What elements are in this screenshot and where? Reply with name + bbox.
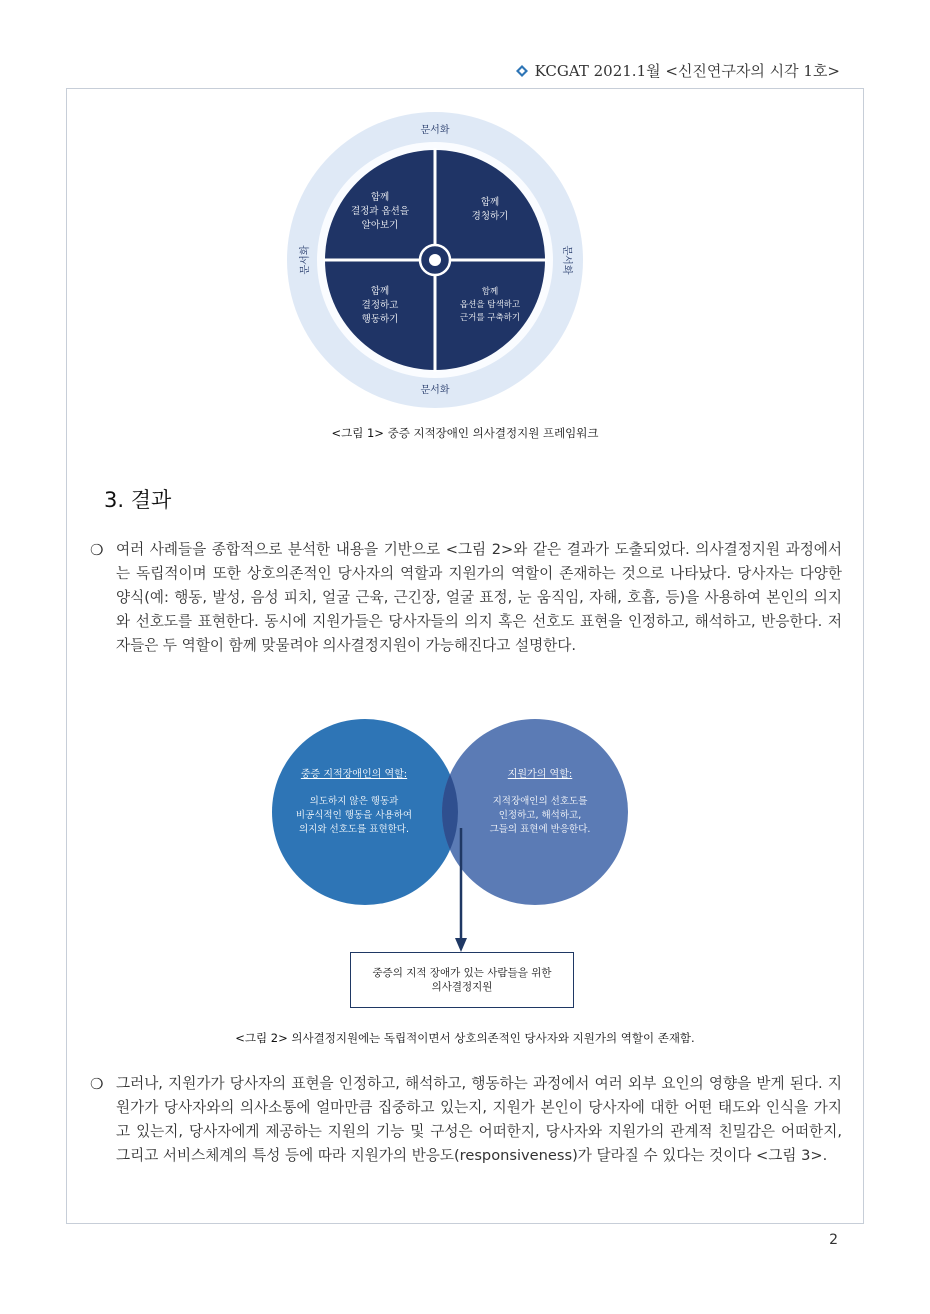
party-role-line2: 비공식적인 행동을 사용하여 [295,810,413,821]
quadrant-tl-line1: 함께 [370,192,390,203]
header-text: KCGAT 2021.1월 <신진연구자의 시각 1호> [534,62,840,80]
figure2-caption: <그림 2> 의사결정지원에는 독립적이면서 상호의존적인 당사자와 지원가의 역할이 존재함. [235,1031,695,1045]
party-role-line1: 의도하지 않은 행동과 [309,796,399,807]
page-number: 2 [829,1232,838,1248]
party-role-title: 중증 지적장애인의 역할: [300,769,408,780]
box-line1: 중증의 지적 장애가 있는 사람들을 위한 [372,967,552,979]
box-line2: 의사결정지원 [431,981,493,993]
page-header [515,60,840,81]
quadrant-br-line3: 근거를 구축하기 [459,313,521,323]
paragraph-1 [90,538,842,658]
top-label: 문서화 [420,125,450,136]
bullet-icon: ❍ [90,541,104,559]
supporter-role-line2: 인정하고, 해석하고, [498,810,582,821]
paragraph-2-text: 그러나, 지원가가 당사자의 표현을 인정하고, 해석하고, 행동하는 과정에서 여러 외부 요인의 영향을 받게 된다. 지원가가 당사자와의 의사소통에 얼마만큼 집중하고 있는지, 지원가 본인이 당사자에 대한 어떤 태도와 인식을 가지고 있는지, 당사자에게 제공하는 지원의 기능 및 구성은 어떠한지, 당사자와 지원가의 관계적 친밀감은 어떠한지, 그리고 서비스체계의 특성 등에 따라 지원가의 반응도(responsiveness)가 달라질 수 있다는 것이다 <그림 3>. [116,1075,842,1164]
quadrant-tl-line2: 결정과 옵션을 [350,206,410,217]
supporter-role-line1: 지적장애인의 선호도를 [492,796,588,807]
section-title: 3. 결과 [104,488,172,512]
quadrant-tr-line2: 경청하기 [471,211,509,222]
paragraph-1-text: 여러 사례들을 종합적으로 분석한 내용을 기반으로 <그림 2>와 같은 결과가 도출되었다. 의사결정지원 과정에서는 독립적이며 또한 상호의존적인 당사자의 역할과 지원가의 역할이 존재하는 것으로 나타났다. 당사자는 다양한 양식(예: 행동, 발성, 음성 피치, 얼굴 근육, 근긴장, 얼굴 표정, 눈 움직임, 자해, 호흡, 등)을 사용하여 본인의 의지와 선호도를 표현한다. 동시에 지원가들은 당사자들의 의지 혹은 선호도 표현을 인정하고, 해석하고, 반응한다. 저자들은 두 역할이 함께 맞물려야 의사결정지원이 가능해진다고 설명한다. [116,541,842,654]
supporter-role-title: 지원가의 역할: [507,769,573,780]
left-label: 문서화 [300,245,311,275]
figure1-caption: <그림 1> 중증 지적장애인 의사결정지원 프레임워크 [331,426,599,440]
quadrant-bl-line3: 행동하기 [361,314,399,325]
framework-diagram [285,110,585,410]
right-label: 문서화 [561,245,572,275]
quadrant-br-line2: 옵션을 탐색하고 [459,300,521,310]
quadrant-bl-line2: 결정하고 [361,300,399,311]
paragraph-2 [90,1072,842,1168]
bullet-icon: ❍ [90,1075,104,1093]
party-role-line3: 의지와 선호도를 표현한다. [298,824,410,835]
quadrant-tl-line3: 알아보기 [361,220,399,231]
quadrant-tr-line1: 함께 [480,197,500,208]
quadrant-bl-line1: 함께 [370,286,390,297]
diamond-icon [515,64,529,78]
quadrant-br-line1: 함께 [481,287,499,297]
decision-support-box [350,952,574,1008]
supporter-role-line3: 그들의 표현에 반응한다. [489,824,591,835]
arrow-head-icon [455,938,467,952]
bottom-label: 문서화 [420,385,450,396]
